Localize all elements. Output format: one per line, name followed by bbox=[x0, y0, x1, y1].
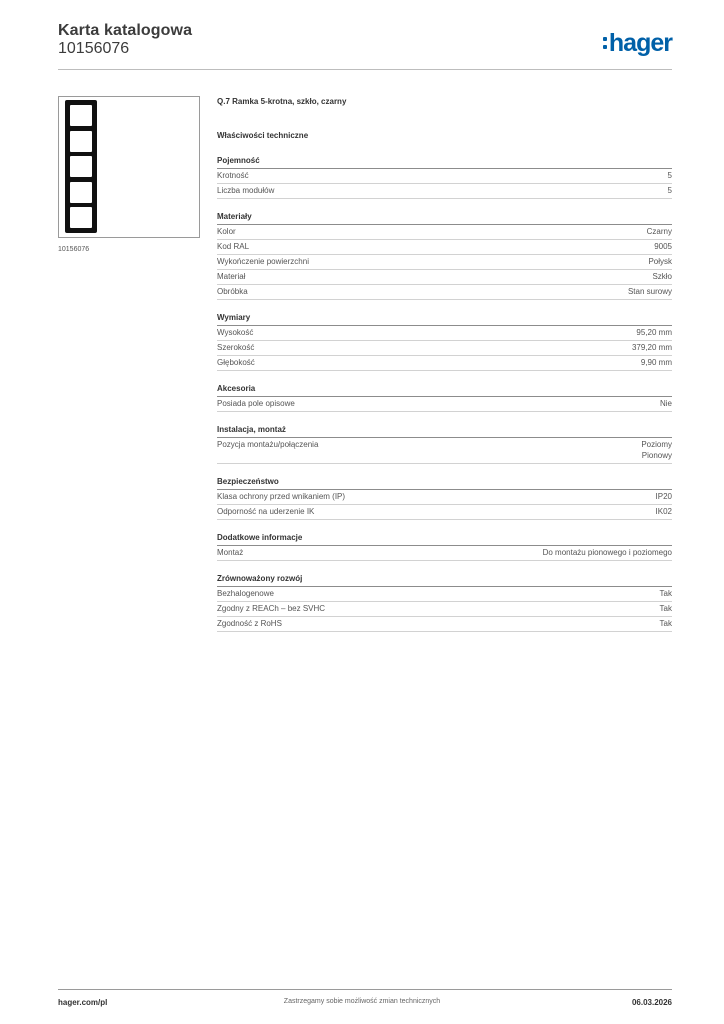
logo-text: hager bbox=[608, 28, 672, 57]
spec-row bbox=[217, 587, 672, 602]
spec-values bbox=[543, 547, 672, 558]
spec-row bbox=[217, 546, 672, 561]
frame-module-opening bbox=[70, 207, 92, 228]
spec-row bbox=[217, 438, 672, 464]
spec-label: Zgodny z REACh – bez SVHC bbox=[217, 604, 326, 613]
hager-logo bbox=[603, 30, 672, 56]
section-title: Zrównoważony rozwój bbox=[217, 573, 672, 587]
spec-row bbox=[217, 285, 672, 300]
frame-module-opening bbox=[70, 131, 92, 152]
spec-section bbox=[217, 476, 672, 520]
spec-row bbox=[217, 505, 672, 520]
spec-values bbox=[636, 327, 672, 338]
spec-values bbox=[652, 271, 672, 282]
spec-row bbox=[217, 602, 672, 617]
spec-label: Szerokość bbox=[217, 343, 255, 352]
spec-section bbox=[217, 155, 672, 199]
section-title: Instalacja, montaż bbox=[217, 424, 672, 438]
spec-values bbox=[641, 439, 672, 461]
spec-section bbox=[217, 211, 672, 300]
product-code: 10156076 bbox=[58, 40, 130, 57]
spec-sections bbox=[217, 155, 672, 632]
spec-row bbox=[217, 490, 672, 505]
spec-value: 95,20 mm bbox=[636, 328, 672, 337]
spec-values bbox=[660, 603, 672, 614]
spec-values bbox=[647, 226, 672, 237]
spec-label: Montaż bbox=[217, 548, 244, 557]
spec-row bbox=[217, 356, 672, 371]
section-title: Wymiary bbox=[217, 312, 672, 326]
spec-values bbox=[660, 588, 672, 599]
spec-values bbox=[632, 342, 672, 353]
footer-disclaimer: Zastrzegamy sobie możliwość zmian technicznych bbox=[283, 998, 441, 1005]
spec-heading: Właściwości techniczne bbox=[217, 131, 309, 140]
spec-value: Szkło bbox=[652, 272, 672, 281]
spec-label: Głębokość bbox=[217, 358, 255, 367]
spec-label: Posiada pole opisowe bbox=[217, 399, 295, 408]
spec-values bbox=[648, 256, 672, 267]
page-title: Karta katalogowa bbox=[58, 22, 193, 39]
spec-values bbox=[668, 170, 672, 181]
spec-row bbox=[217, 255, 672, 270]
spec-row bbox=[217, 617, 672, 632]
spec-label: Bezhalogenowe bbox=[217, 589, 274, 598]
logo-dots-icon bbox=[603, 37, 607, 49]
footer-date: 06.03.2026 bbox=[631, 998, 672, 1007]
spec-content bbox=[217, 96, 672, 632]
spec-value: Tak bbox=[659, 589, 672, 598]
spec-value: IP20 bbox=[655, 492, 672, 501]
spec-value: Do montażu pionowego i poziomego bbox=[542, 548, 672, 557]
spec-value: 5 bbox=[667, 171, 672, 180]
spec-label: Wysokość bbox=[217, 328, 254, 337]
spec-row bbox=[217, 270, 672, 285]
spec-values bbox=[641, 357, 672, 368]
product-name: Q.7 Ramka 5-krotna, szkło, czarny bbox=[217, 97, 347, 106]
spec-label: Pozycja montażu/połączenia bbox=[217, 440, 319, 449]
spec-values bbox=[656, 491, 672, 502]
spec-label: Liczba modułów bbox=[217, 186, 275, 195]
spec-label: Obróbka bbox=[217, 287, 248, 296]
footer-divider bbox=[58, 989, 672, 990]
frame-illustration bbox=[65, 100, 97, 233]
section-title: Dodatkowe informacje bbox=[217, 532, 672, 546]
spec-value: Pionowy bbox=[641, 451, 672, 460]
section-title: Pojemność bbox=[217, 155, 672, 169]
frame-module-opening bbox=[70, 156, 92, 177]
spec-label: Klasa ochrony przed wnikaniem (IP) bbox=[217, 492, 346, 501]
spec-row bbox=[217, 240, 672, 255]
spec-label: Kolor bbox=[217, 227, 236, 236]
section-title: Materiały bbox=[217, 211, 672, 225]
spec-value: IK02 bbox=[655, 507, 672, 516]
spec-label: Odporność na uderzenie IK bbox=[217, 507, 315, 516]
spec-row bbox=[217, 225, 672, 240]
spec-value: 9,90 mm bbox=[640, 358, 672, 367]
spec-row bbox=[217, 326, 672, 341]
spec-values bbox=[668, 185, 672, 196]
spec-value: Połysk bbox=[648, 257, 672, 266]
spec-section bbox=[217, 573, 672, 632]
frame-module-opening bbox=[70, 182, 92, 203]
spec-value: 5 bbox=[667, 186, 672, 195]
product-image bbox=[58, 96, 200, 238]
spec-value: Tak bbox=[659, 604, 672, 613]
spec-values bbox=[660, 618, 672, 629]
spec-row bbox=[217, 169, 672, 184]
section-title: Akcesoria bbox=[217, 383, 672, 397]
spec-values bbox=[654, 241, 672, 252]
spec-row bbox=[217, 184, 672, 199]
section-title: Bezpieczeństwo bbox=[217, 476, 672, 490]
footer-website: hager.com/pl bbox=[58, 998, 108, 1007]
spec-value: 9005 bbox=[654, 242, 672, 251]
header-divider bbox=[58, 69, 672, 70]
spec-value: Poziomy bbox=[641, 440, 672, 449]
spec-values bbox=[660, 398, 672, 409]
spec-label: Kod RAL bbox=[217, 242, 250, 251]
spec-section bbox=[217, 424, 672, 464]
spec-section bbox=[217, 532, 672, 561]
spec-section bbox=[217, 383, 672, 412]
spec-label: Wykończenie powierzchni bbox=[217, 257, 309, 266]
spec-section bbox=[217, 312, 672, 371]
spec-value: Stan surowy bbox=[627, 287, 672, 296]
spec-value: Nie bbox=[659, 399, 672, 408]
spec-row bbox=[217, 397, 672, 412]
spec-values bbox=[628, 286, 672, 297]
spec-value: Tak bbox=[659, 619, 672, 628]
spec-value: Czarny bbox=[646, 227, 672, 236]
frame-module-opening bbox=[70, 105, 92, 126]
spec-label: Zgodność z RoHS bbox=[217, 619, 282, 628]
image-caption: 10156076 bbox=[58, 246, 90, 253]
spec-label: Krotność bbox=[217, 171, 249, 180]
spec-label: Materiał bbox=[217, 272, 246, 281]
spec-value: 379,20 mm bbox=[631, 343, 672, 352]
spec-row bbox=[217, 341, 672, 356]
spec-values bbox=[656, 506, 672, 517]
